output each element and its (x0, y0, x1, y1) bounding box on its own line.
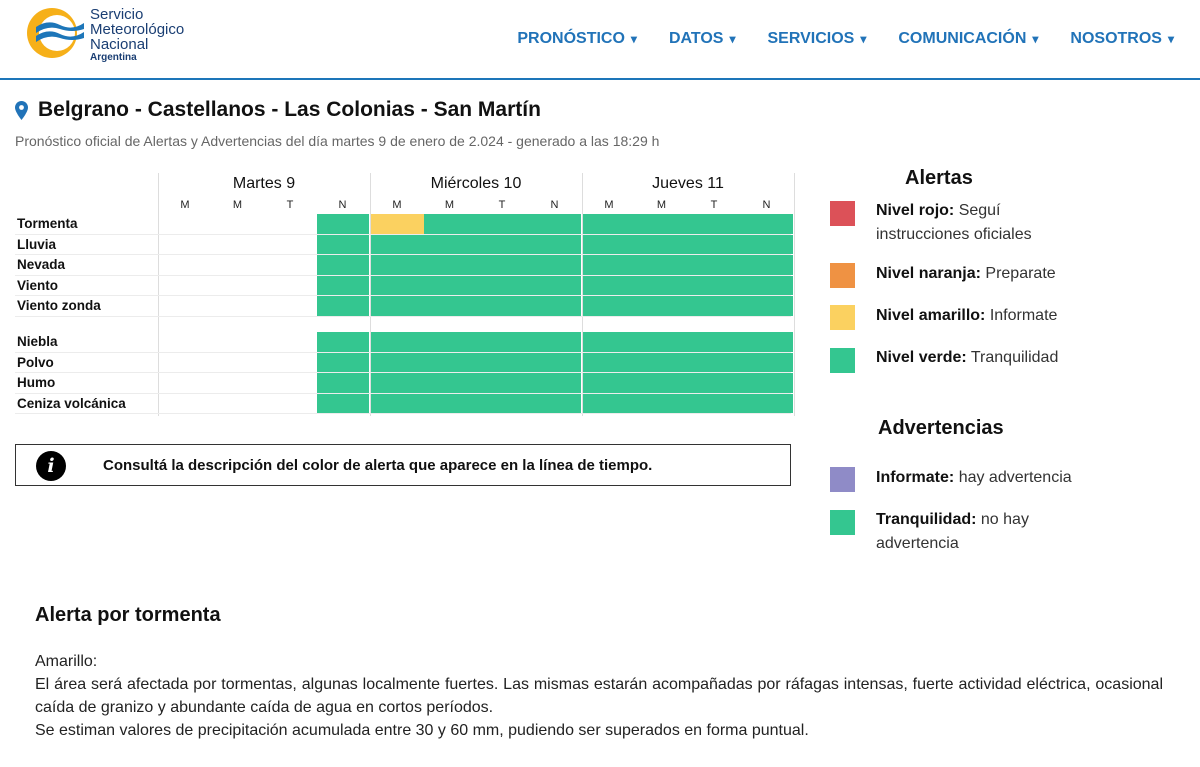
timeline-cell-verde (317, 235, 370, 255)
timeline-cell-verde (688, 214, 741, 234)
legend-amarillo-text: Informate (989, 307, 1058, 324)
nav-nosotros[interactable] (1070, 30, 1174, 48)
timeline-cell-verde (583, 332, 636, 352)
legend-informate-text: hay advertencia (958, 469, 1072, 486)
main-nav (517, 30, 1174, 48)
logo-country: Argentina (90, 52, 137, 63)
legend-rojo-text: Seguí instrucciones oficiales (876, 202, 1032, 243)
logo-line-2: Meteorológico (90, 21, 185, 38)
smn-logo-icon (24, 5, 86, 61)
nav-pronostico-label: PRONÓSTICO (517, 30, 625, 47)
timeline-cell-verde (636, 276, 689, 296)
timeline-cell-verde (476, 394, 529, 414)
timeline-cell-verde (741, 235, 794, 255)
timeline-cell-verde (583, 235, 636, 255)
timeline-cell-verde (688, 296, 741, 316)
timeline-cell-verde (688, 332, 741, 352)
timeline-cell-verde (371, 373, 424, 393)
timeline-row-label: Niebla (17, 334, 58, 349)
storm-alert-body (35, 650, 1163, 742)
timeline-cell-verde (371, 276, 424, 296)
timeline-slot-header: M (392, 199, 402, 211)
storm-alert-level: Amarillo: (35, 653, 98, 670)
timeline-cell-verde (371, 296, 424, 316)
legend-item-verde (876, 346, 1076, 370)
location-heading (15, 98, 541, 122)
nav-datos[interactable] (669, 30, 736, 48)
nav-nosotros-label: NOSOTROS (1070, 30, 1162, 47)
info-text: Consultá la descripción del color de alerta que aparece en la línea de tiempo. (103, 457, 653, 474)
timeline-cell-verde (476, 255, 529, 275)
timeline-cell-verde (476, 276, 529, 296)
legend-item-amarillo (876, 304, 1076, 328)
storm-alert-precipitation: Se estiman valores de precipitación acumulada entre 30 y 60 mm, pudiendo ser superados en forma puntual. (35, 722, 809, 739)
timeline-cell-verde (688, 235, 741, 255)
timeline-cell-verde (741, 296, 794, 316)
timeline-cell-verde (529, 276, 582, 296)
logo-text (90, 7, 184, 64)
timeline-row-label: Viento (17, 277, 59, 293)
timeline-cell-verde (636, 235, 689, 255)
legend-item-naranja (876, 262, 1076, 286)
timeline-cell-verde (688, 255, 741, 275)
timeline-cell-verde (688, 276, 741, 296)
timeline-cell-verde (636, 255, 689, 275)
timeline-slot-header: M (444, 199, 455, 211)
caret-down-icon: ▾ (860, 32, 867, 46)
timeline-cell-verde (636, 296, 689, 316)
legend-naranja-label: Nivel naranja: (876, 265, 981, 282)
legend-alertas-title: Alertas (905, 167, 973, 189)
caret-down-icon: ▾ (1032, 32, 1039, 46)
timeline-cell-verde (583, 276, 636, 296)
timeline-cell-verde (636, 214, 689, 234)
legend-item-informate (876, 466, 1076, 490)
nav-servicios-label: SERVICIOS (767, 30, 855, 47)
timeline-cell-verde (371, 394, 424, 414)
timeline-cell-verde (371, 235, 424, 255)
timeline-cell-verde (583, 214, 636, 234)
timeline-cell-verde (583, 296, 636, 316)
site-header (0, 0, 1200, 80)
timeline-cell-verde (529, 373, 582, 393)
timeline-cell-verde (529, 332, 582, 352)
timeline-slot-header: M (180, 199, 190, 211)
timeline-cell-verde (741, 332, 794, 352)
timeline-day-divider (794, 173, 795, 416)
legend-swatch-rojo (830, 201, 855, 226)
timeline-cell-verde (529, 353, 582, 373)
timeline-cell-verde (529, 235, 582, 255)
legend-verde-label: Nivel verde: (876, 349, 967, 366)
timeline-cell-verde (424, 353, 477, 373)
timeline-row-label: Tormenta (17, 216, 78, 231)
timeline-row-label: Polvo (17, 354, 54, 370)
timeline-cell-verde (741, 394, 794, 414)
timeline-cell-verde (636, 332, 689, 352)
logo-line-3: Nacional (90, 36, 149, 53)
timeline-cell-verde (529, 255, 582, 275)
timeline-cell-verde (529, 214, 582, 234)
legend-swatch-naranja (830, 263, 855, 288)
timeline-slot-header: T (498, 199, 506, 211)
timeline-cell-verde (317, 332, 370, 352)
timeline-day-header: Miércoles 10 (430, 175, 522, 192)
timeline-slot-header: M (232, 199, 243, 211)
legend-advertencias-title: Advertencias (878, 417, 1004, 439)
legend-item-rojo (876, 199, 1076, 247)
logo-line-1: Servicio (90, 6, 144, 23)
timeline-cell-verde (476, 373, 529, 393)
timeline-row-label: Ceniza volcánica (17, 395, 126, 411)
timeline-slot-header: M (656, 199, 667, 211)
timeline-slot-header: N (550, 199, 559, 211)
timeline-cell-verde (741, 373, 794, 393)
timeline-cell-verde (317, 276, 370, 296)
timeline-row-divider (15, 316, 791, 317)
legend-amarillo-label: Nivel amarillo: (876, 307, 986, 324)
timeline-cell-verde (741, 214, 794, 234)
timeline-slot-header: T (286, 199, 294, 211)
legend-item-tranquilidad (876, 508, 1076, 556)
timeline-cell-verde (371, 255, 424, 275)
timeline-cell-verde (741, 255, 794, 275)
nav-pronostico[interactable] (517, 30, 637, 48)
smn-logo[interactable] (24, 5, 214, 65)
legend-swatch-violeta (830, 467, 855, 492)
location-title: Belgrano - Castellanos - Las Colonias - San Martín (38, 98, 541, 121)
legend-naranja-text: Preparate (985, 265, 1056, 282)
caret-down-icon: ▾ (1167, 32, 1174, 46)
timeline-row-label: Viento zonda (17, 298, 101, 313)
timeline-cell-verde (424, 276, 477, 296)
timeline-cell-verde (476, 214, 529, 234)
timeline-cell-verde (476, 235, 529, 255)
timeline-cell-verde (371, 332, 424, 352)
timeline-cell-amarillo (371, 214, 424, 234)
timeline-cell-verde (424, 214, 477, 234)
timeline-row-label: Nevada (17, 257, 66, 272)
legend-informate-label: Informate: (876, 469, 955, 486)
storm-alert-description: El área será afectada por tormentas, algunas localmente fuertes. Las mismas estarán acompañadas por ráfagas intensas, fuerte actividad eléctrica, ocasional caída de granizo y abundante caída de agua en cortos períodos. (35, 676, 1163, 716)
nav-comunicacion[interactable] (898, 30, 1038, 48)
timeline-cell-verde (317, 353, 370, 373)
timeline-row-label: Lluvia (17, 236, 57, 252)
timeline-cell-verde (476, 353, 529, 373)
timeline-slot-header: N (762, 199, 771, 211)
info-icon: i (36, 451, 66, 481)
caret-down-icon: ▾ (729, 32, 736, 46)
timeline-cell-verde (424, 255, 477, 275)
timeline-slot-header: M (604, 199, 614, 211)
timeline-cell-verde (371, 353, 424, 373)
nav-servicios[interactable] (768, 30, 867, 48)
legend-swatch-tranquilidad (830, 510, 855, 535)
timeline-cell-verde (317, 394, 370, 414)
timeline-row-label: Humo (17, 375, 56, 390)
legend-verde-text: Tranquilidad (970, 349, 1059, 366)
timeline-cell-verde (317, 255, 370, 275)
timeline-cell-verde (424, 373, 477, 393)
timeline-cell-verde (741, 276, 794, 296)
timeline-day-header: Jueves 11 (652, 175, 724, 192)
timeline-cell-verde (424, 332, 477, 352)
timeline-cell-verde (529, 296, 582, 316)
info-box (15, 444, 791, 486)
timeline-cell-verde (424, 296, 477, 316)
legend-tranquilidad-text: no hay advertencia (876, 511, 1029, 552)
timeline-day-header: Martes 9 (232, 175, 296, 192)
timeline-cell-verde (636, 373, 689, 393)
timeline-cell-verde (636, 394, 689, 414)
timeline-cell-verde (476, 296, 529, 316)
legend-swatch-verde (830, 348, 855, 373)
forecast-subtitle: Pronóstico oficial de Alertas y Advertencias del día martes 9 de enero de 2.024 - generado a las 18:29 h (15, 133, 660, 149)
nav-comunicacion-label: COMUNICACIÓN (898, 30, 1027, 47)
timeline-cell-verde (741, 353, 794, 373)
timeline-cell-verde (424, 394, 477, 414)
timeline-cell-verde (636, 353, 689, 373)
timeline-row-divider (15, 413, 791, 414)
timeline-cell-verde (583, 353, 636, 373)
timeline-cell-verde (317, 214, 370, 234)
timeline-slot-header: T (710, 199, 718, 211)
legend-swatch-amarillo (830, 305, 855, 330)
caret-down-icon: ▾ (630, 32, 637, 46)
timeline-slot-header: N (338, 199, 347, 211)
nav-datos-label: DATOS (668, 30, 724, 47)
storm-alert-title: Alerta por tormenta (35, 604, 221, 626)
timeline-cell-verde (317, 373, 370, 393)
timeline-cell-verde (529, 394, 582, 414)
timeline-cell-verde (424, 235, 477, 255)
legend-rojo-label: Nivel rojo: (876, 202, 955, 219)
timeline-cell-verde (476, 332, 529, 352)
timeline-cell-verde (583, 373, 636, 393)
map-pin-icon (15, 101, 28, 120)
timeline-cell-verde (583, 255, 636, 275)
timeline-cell-verde (688, 353, 741, 373)
legend-tranquilidad-label: Tranquilidad: (876, 511, 977, 528)
timeline-cell-verde (688, 394, 741, 414)
timeline-cell-verde (688, 373, 741, 393)
timeline-cell-verde (583, 394, 636, 414)
timeline-cell-verde (317, 296, 370, 316)
